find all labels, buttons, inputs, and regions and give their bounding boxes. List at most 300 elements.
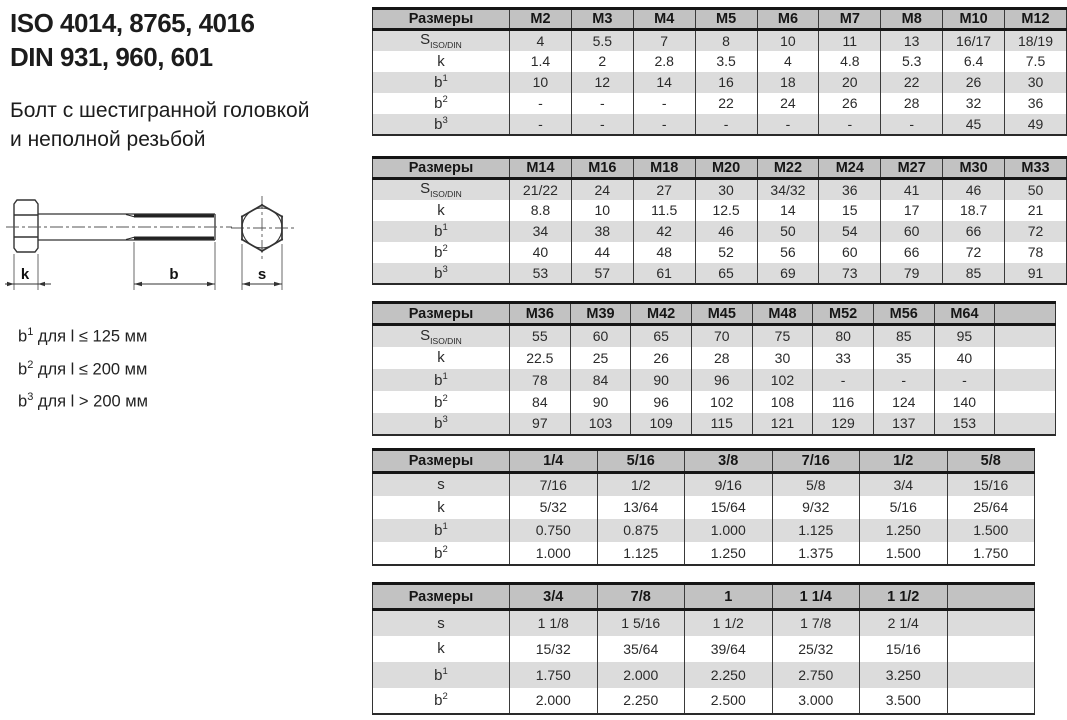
value-cell: 3.000 — [772, 688, 860, 714]
size-column-header: M36 — [510, 303, 571, 325]
table-row — [373, 242, 1067, 263]
empty-cell — [947, 688, 1035, 714]
size-column-header: M33 — [1005, 158, 1067, 179]
value-cell: 35/64 — [597, 636, 685, 662]
value-cell: 116 — [813, 391, 874, 413]
table-row — [373, 636, 1035, 662]
dim-label-b: b — [169, 266, 179, 283]
table-row — [373, 200, 1067, 221]
size-column-header: M6 — [757, 9, 819, 30]
value-cell: 91 — [1005, 263, 1067, 284]
value-cell: 95 — [934, 325, 995, 347]
value-cell: 65 — [631, 325, 692, 347]
value-cell: 14 — [757, 200, 819, 221]
size-column-header: M42 — [631, 303, 692, 325]
size-column-header: M39 — [570, 303, 631, 325]
row-label: $b^2$ — [434, 543, 448, 562]
corner-header-sizes: Размеры — [373, 450, 510, 473]
value-cell: 85 — [943, 263, 1005, 284]
value-cell: 121 — [752, 413, 813, 435]
value-cell: 2.000 — [510, 688, 598, 714]
metric-table-m36-m64 — [372, 301, 1056, 436]
value-cell: 96 — [631, 391, 692, 413]
value-cell: 4 — [510, 30, 572, 51]
value-cell: 2.250 — [685, 662, 773, 688]
table-row — [373, 542, 1035, 565]
value-cell: - — [510, 114, 572, 135]
size-column-header: M27 — [881, 158, 943, 179]
thread-length-note: $b^1$ для l ≤ 125 мм — [18, 326, 148, 346]
value-cell: 4 — [757, 51, 819, 72]
dim-label-s: s — [257, 266, 267, 283]
value-cell: 10 — [510, 72, 572, 93]
table-row — [373, 221, 1067, 242]
empty-header-cell — [947, 584, 1035, 610]
value-cell: 10 — [757, 30, 819, 51]
value-cell: 61 — [633, 263, 695, 284]
value-cell: 3.500 — [860, 688, 948, 714]
value-cell: 124 — [873, 391, 934, 413]
value-cell: 20 — [819, 72, 881, 93]
size-column-header: M2 — [510, 9, 572, 30]
value-cell: 7/16 — [510, 473, 598, 496]
value-cell: 2 — [571, 51, 633, 72]
value-cell: 12.5 — [695, 200, 757, 221]
table-row — [373, 473, 1035, 496]
value-cell: 7.5 — [1005, 51, 1067, 72]
corner-header-sizes: Размеры — [373, 303, 510, 325]
value-cell: 13/64 — [597, 496, 685, 519]
value-cell: 66 — [943, 221, 1005, 242]
value-cell: 50 — [757, 221, 819, 242]
value-cell: 78 — [510, 369, 571, 391]
value-cell: 115 — [691, 413, 752, 435]
size-column-header: M4 — [633, 9, 695, 30]
size-column-header: M8 — [881, 9, 943, 30]
value-cell: 1.4 — [510, 51, 572, 72]
value-cell: 25 — [570, 347, 631, 369]
value-cell: 3.5 — [695, 51, 757, 72]
value-cell: 66 — [881, 242, 943, 263]
value-cell: 1.250 — [685, 542, 773, 565]
dimension-table — [372, 156, 1067, 285]
empty-cell — [995, 347, 1056, 369]
value-cell: 84 — [570, 369, 631, 391]
row-label: $b^3$ — [434, 263, 448, 282]
value-cell: 153 — [934, 413, 995, 435]
empty-cell — [947, 662, 1035, 688]
value-cell: 96 — [691, 369, 752, 391]
value-cell: 0.750 — [510, 519, 598, 542]
value-cell: - — [881, 114, 943, 135]
value-cell: 9/16 — [685, 473, 773, 496]
value-cell: 1 5/16 — [597, 610, 685, 636]
table-row — [373, 30, 1067, 51]
size-column-header: M64 — [934, 303, 995, 325]
value-cell: 46 — [695, 221, 757, 242]
value-cell: 60 — [570, 325, 631, 347]
iso-standards-line: ISO 4014, 8765, 4016 — [10, 8, 255, 38]
value-cell: 8.8 — [510, 200, 572, 221]
value-cell: 40 — [934, 347, 995, 369]
empty-cell — [995, 325, 1056, 347]
value-cell: 11 — [819, 30, 881, 51]
value-cell: 5/16 — [860, 496, 948, 519]
table-row — [373, 72, 1067, 93]
table-row — [373, 93, 1067, 114]
value-cell: 2.000 — [597, 662, 685, 688]
value-cell: 4.8 — [819, 51, 881, 72]
value-cell: 10 — [571, 200, 633, 221]
size-column-header: M10 — [943, 9, 1005, 30]
value-cell: 140 — [934, 391, 995, 413]
value-cell: 2.750 — [772, 662, 860, 688]
value-cell: - — [819, 114, 881, 135]
imperial-table-threequarter-to-oneandhalf — [372, 582, 1035, 715]
value-cell: 90 — [570, 391, 631, 413]
corner-header-sizes: Размеры — [373, 584, 510, 610]
value-cell: 54 — [819, 221, 881, 242]
size-column-header: M24 — [819, 158, 881, 179]
size-column-header: 1 1/2 — [860, 584, 948, 610]
row-label: $S_{ISO/DIN}$ — [420, 31, 462, 51]
value-cell: 5.5 — [571, 30, 633, 51]
value-cell: 7 — [633, 30, 695, 51]
value-cell: 15/16 — [947, 473, 1035, 496]
value-cell: 2.8 — [633, 51, 695, 72]
value-cell: 6.4 — [943, 51, 1005, 72]
value-cell: 137 — [873, 413, 934, 435]
size-column-header: 7/8 — [597, 584, 685, 610]
value-cell: 16/17 — [943, 30, 1005, 51]
extension-lines — [14, 242, 282, 290]
size-column-header: M30 — [943, 158, 1005, 179]
value-cell: 84 — [510, 391, 571, 413]
empty-cell — [947, 610, 1035, 636]
value-cell: 24 — [571, 179, 633, 200]
value-cell: 18 — [757, 72, 819, 93]
size-column-header: M56 — [873, 303, 934, 325]
value-cell: 79 — [881, 263, 943, 284]
value-cell: 36 — [819, 179, 881, 200]
value-cell: 1 7/8 — [772, 610, 860, 636]
value-cell: 45 — [943, 114, 1005, 135]
value-cell: 102 — [752, 369, 813, 391]
thread-length-notes — [18, 318, 148, 416]
empty-cell — [947, 636, 1035, 662]
row-label: $b^3$ — [434, 114, 448, 133]
imperial-table-quarter-to-fiveeighths — [372, 448, 1035, 566]
value-cell: 1.125 — [772, 519, 860, 542]
metric-table-m14-m33 — [372, 156, 1067, 285]
table-row — [373, 688, 1035, 714]
table-row — [373, 263, 1067, 284]
value-cell: - — [510, 93, 572, 114]
row-label: $b^1$ — [434, 73, 448, 91]
row-label: k — [437, 640, 445, 657]
table-row — [373, 391, 1056, 413]
empty-header-cell — [995, 303, 1056, 325]
empty-cell — [995, 369, 1056, 391]
size-column-header: M5 — [695, 9, 757, 30]
value-cell: 35 — [873, 347, 934, 369]
value-cell: 72 — [1005, 221, 1067, 242]
din-standards-line: DIN 931, 960, 601 — [10, 42, 213, 72]
value-cell: 1.500 — [860, 542, 948, 565]
row-label: $b^2$ — [434, 243, 448, 261]
value-cell: 38 — [571, 221, 633, 242]
value-cell: - — [571, 114, 633, 135]
table-row — [373, 662, 1035, 688]
centerline — [6, 196, 294, 262]
size-column-header: M3 — [571, 9, 633, 30]
value-cell: 1.500 — [947, 519, 1035, 542]
value-cell: 30 — [695, 179, 757, 200]
table-row — [373, 519, 1035, 542]
value-cell: 1/2 — [597, 473, 685, 496]
value-cell: 8 — [695, 30, 757, 51]
size-column-header: 5/16 — [597, 450, 685, 473]
standards-title — [10, 6, 254, 74]
value-cell: 18/19 — [1005, 30, 1067, 51]
value-cell: 34 — [510, 221, 572, 242]
value-cell: 21 — [1005, 200, 1067, 221]
bolt-technical-drawing — [4, 188, 354, 313]
value-cell: 65 — [695, 263, 757, 284]
size-column-header: M22 — [757, 158, 819, 179]
value-cell: 18.7 — [943, 200, 1005, 221]
value-cell: 15/16 — [860, 636, 948, 662]
value-cell: 55 — [510, 325, 571, 347]
value-cell: 12 — [571, 72, 633, 93]
value-cell: 32 — [943, 93, 1005, 114]
value-cell: 90 — [631, 369, 692, 391]
value-cell: 1.000 — [685, 519, 773, 542]
value-cell: 25/64 — [947, 496, 1035, 519]
row-label: $S_{ISO/DIN}$ — [420, 180, 462, 200]
value-cell: 15/32 — [510, 636, 598, 662]
value-cell: 39/64 — [685, 636, 773, 662]
dimension-table — [372, 301, 1056, 436]
value-cell: 22 — [881, 72, 943, 93]
value-cell: 5/32 — [510, 496, 598, 519]
value-cell: 15/64 — [685, 496, 773, 519]
size-column-header: 3/4 — [510, 584, 598, 610]
value-cell: - — [873, 369, 934, 391]
size-column-header: 1 — [685, 584, 773, 610]
value-cell: 80 — [813, 325, 874, 347]
value-cell: 5/8 — [772, 473, 860, 496]
row-label: $b^1$ — [434, 521, 448, 539]
row-label: $b^1$ — [434, 665, 448, 684]
thread-length-note: $b^2$ для l ≤ 200 мм — [18, 358, 148, 378]
value-cell: 129 — [813, 413, 874, 435]
size-column-header: M48 — [752, 303, 813, 325]
value-cell: 97 — [510, 413, 571, 435]
size-column-header: 5/8 — [947, 450, 1035, 473]
value-cell: 69 — [757, 263, 819, 284]
value-cell: 16 — [695, 72, 757, 93]
size-column-header: 7/16 — [772, 450, 860, 473]
value-cell: 5.3 — [881, 51, 943, 72]
row-label: $b^2$ — [434, 94, 448, 112]
thread-length-note: $b^3$ для l > 200 мм — [18, 391, 148, 411]
value-cell: 40 — [510, 242, 572, 263]
value-cell: 109 — [631, 413, 692, 435]
value-cell: 34/32 — [757, 179, 819, 200]
value-cell: 24 — [757, 93, 819, 114]
value-cell: 2 1/4 — [860, 610, 948, 636]
value-cell: 75 — [752, 325, 813, 347]
value-cell: 46 — [943, 179, 1005, 200]
value-cell: 26 — [819, 93, 881, 114]
value-cell: 60 — [819, 242, 881, 263]
row-label: s — [437, 476, 445, 494]
value-cell: 28 — [881, 93, 943, 114]
value-cell: 78 — [1005, 242, 1067, 263]
value-cell: - — [695, 114, 757, 135]
row-label: s — [437, 614, 445, 632]
row-label: $b^1$ — [434, 222, 448, 240]
dimension-table — [372, 448, 1035, 566]
row-label: k — [437, 201, 445, 219]
value-cell: - — [934, 369, 995, 391]
value-cell: 72 — [943, 242, 1005, 263]
value-cell: 22 — [695, 93, 757, 114]
value-cell: 108 — [752, 391, 813, 413]
value-cell: 0.875 — [597, 519, 685, 542]
value-cell: 41 — [881, 179, 943, 200]
corner-header-sizes: Размеры — [373, 9, 510, 30]
size-column-header: M14 — [510, 158, 572, 179]
row-label: $b^2$ — [434, 691, 448, 709]
value-cell: 56 — [757, 242, 819, 263]
value-cell: 52 — [695, 242, 757, 263]
table-row — [373, 610, 1035, 636]
value-cell: 22.5 — [510, 347, 571, 369]
value-cell: 11.5 — [633, 200, 695, 221]
size-column-header: M18 — [633, 158, 695, 179]
table-row — [373, 325, 1056, 347]
value-cell: 1.250 — [860, 519, 948, 542]
value-cell: - — [757, 114, 819, 135]
size-column-header: 1 1/4 — [772, 584, 860, 610]
value-cell: 3.250 — [860, 662, 948, 688]
dimension-table — [372, 582, 1035, 715]
value-cell: 103 — [570, 413, 631, 435]
value-cell: 73 — [819, 263, 881, 284]
value-cell: 27 — [633, 179, 695, 200]
size-column-header: 3/8 — [685, 450, 773, 473]
value-cell: 1.750 — [510, 662, 598, 688]
value-cell: 17 — [881, 200, 943, 221]
table-row — [373, 413, 1056, 435]
value-cell: 102 — [691, 391, 752, 413]
value-cell: 1.375 — [772, 542, 860, 565]
value-cell: 53 — [510, 263, 572, 284]
corner-header-sizes: Размеры — [373, 158, 510, 179]
value-cell: 25/32 — [772, 636, 860, 662]
value-cell: 1.000 — [510, 542, 598, 565]
table-row — [373, 114, 1067, 135]
value-cell: 57 — [571, 263, 633, 284]
table-row — [373, 51, 1067, 72]
value-cell: 48 — [633, 242, 695, 263]
row-label: k — [437, 498, 445, 516]
metric-table-m2-m12 — [372, 7, 1067, 136]
row-label: $b^1$ — [434, 370, 448, 389]
value-cell: - — [633, 93, 695, 114]
size-column-header: 1/4 — [510, 450, 598, 473]
table-row — [373, 369, 1056, 391]
value-cell: 2.250 — [597, 688, 685, 714]
value-cell: 30 — [1005, 72, 1067, 93]
table-row — [373, 347, 1056, 369]
value-cell: 36 — [1005, 93, 1067, 114]
value-cell: - — [813, 369, 874, 391]
value-cell: 2.500 — [685, 688, 773, 714]
empty-cell — [995, 391, 1056, 413]
size-column-header: 1/2 — [860, 450, 948, 473]
value-cell: 70 — [691, 325, 752, 347]
value-cell: 60 — [881, 221, 943, 242]
value-cell: 13 — [881, 30, 943, 51]
product-description — [10, 96, 309, 154]
value-cell: 30 — [752, 347, 813, 369]
value-cell: 21/22 — [510, 179, 572, 200]
value-cell: - — [633, 114, 695, 135]
dimension-table — [372, 7, 1067, 136]
table-row — [373, 496, 1035, 519]
description-line-2: и неполной резьбой — [10, 128, 206, 151]
size-column-header: M45 — [691, 303, 752, 325]
size-column-header: M12 — [1005, 9, 1067, 30]
dim-label-k: k — [20, 266, 30, 283]
row-label: $S_{ISO/DIN}$ — [420, 326, 462, 346]
value-cell: 3/4 — [860, 473, 948, 496]
value-cell: 15 — [819, 200, 881, 221]
row-label: k — [437, 349, 445, 366]
value-cell: 33 — [813, 347, 874, 369]
value-cell: - — [571, 93, 633, 114]
value-cell: 28 — [691, 347, 752, 369]
value-cell: 49 — [1005, 114, 1067, 135]
value-cell: 26 — [631, 347, 692, 369]
value-cell: 1 1/8 — [510, 610, 598, 636]
size-column-header: M7 — [819, 9, 881, 30]
value-cell: 1.750 — [947, 542, 1035, 565]
table-row — [373, 179, 1067, 200]
value-cell: 85 — [873, 325, 934, 347]
value-cell: 42 — [633, 221, 695, 242]
row-label: $b^3$ — [434, 414, 448, 432]
row-label: k — [437, 52, 445, 70]
description-line-1: Болт с шестигранной головкой — [10, 99, 310, 122]
value-cell: 14 — [633, 72, 695, 93]
value-cell: 9/32 — [772, 496, 860, 519]
row-label: $b^2$ — [434, 392, 448, 411]
value-cell: 44 — [571, 242, 633, 263]
value-cell: 1 1/2 — [685, 610, 773, 636]
value-cell: 50 — [1005, 179, 1067, 200]
size-column-header: M20 — [695, 158, 757, 179]
empty-cell — [995, 413, 1056, 435]
bolt-head-side-view — [14, 200, 38, 252]
value-cell: 1.125 — [597, 542, 685, 565]
size-column-header: M16 — [571, 158, 633, 179]
value-cell: 26 — [943, 72, 1005, 93]
size-column-header: M52 — [813, 303, 874, 325]
